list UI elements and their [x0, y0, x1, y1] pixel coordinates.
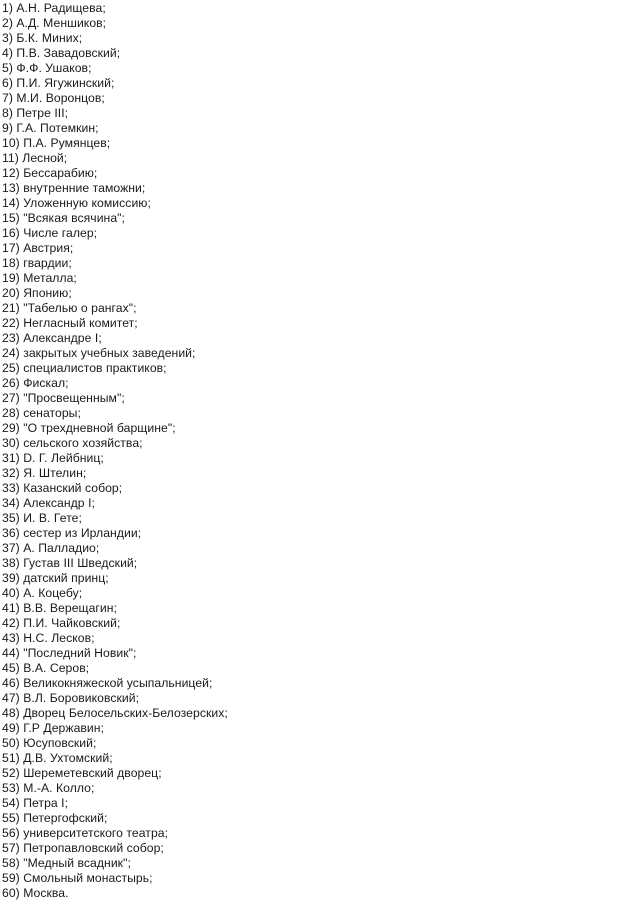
- answer-line: 57) Петропавловский собор;: [2, 841, 164, 855]
- answer-line: 22) Негласный комитет;: [2, 316, 138, 330]
- answer-line: 34) Александр I;: [2, 496, 95, 510]
- answer-line: 3) Б.К. Миних;: [2, 31, 83, 45]
- answer-line: 18) гвардии;: [2, 256, 72, 270]
- answer-line: 45) В.А. Серов;: [2, 661, 90, 675]
- answer-line: 29) "О трехдневной барщине";: [2, 421, 176, 435]
- answer-line: 55) Петергофский;: [2, 811, 108, 825]
- answer-line: 52) Шереметевский дворец;: [2, 766, 162, 780]
- answer-line: 28) сенаторы;: [2, 406, 81, 420]
- answer-line: 50) Юсуповский;: [2, 736, 97, 750]
- answer-line: 14) Уложенную комиссию;: [2, 196, 151, 210]
- answer-line: 10) П.А. Румянцев;: [2, 136, 111, 150]
- answer-line: 37) А. Палладио;: [2, 541, 100, 555]
- answer-line: 24) закрытых учебных заведений;: [2, 346, 196, 360]
- answer-line: 20) Японию;: [2, 286, 72, 300]
- answer-line: 9) Г.А. Потемкин;: [2, 121, 99, 135]
- answer-line: 58) "Медный всадник";: [2, 856, 131, 870]
- answer-line: 49) Г.Р Державин;: [2, 721, 105, 735]
- answer-line: 12) Бессарабию;: [2, 166, 98, 180]
- answer-line: 33) Казанский собор;: [2, 481, 123, 495]
- answer-list: [2, 1, 228, 901]
- answer-line: 48) Дворец Белосельских-Белозерских;: [2, 706, 228, 720]
- answer-line: 8) Петре III;: [2, 106, 69, 120]
- answer-line: 25) специалистов практиков;: [2, 361, 167, 375]
- answer-line: 39) датский принц;: [2, 571, 109, 585]
- answer-line: 54) Петра I;: [2, 796, 69, 810]
- answer-line: 36) сестер из Ирландии;: [2, 526, 142, 540]
- answer-line: 16) Числе галер;: [2, 226, 98, 240]
- answer-line: 6) П.И. Ягужинский;: [2, 76, 115, 90]
- answer-line: 42) П.И. Чайковский;: [2, 616, 121, 630]
- answer-line: 27) "Просвещенным";: [2, 391, 125, 405]
- answer-line: 15) "Всякая всячина";: [2, 211, 125, 225]
- answer-line: 44) "Последний Новик";: [2, 646, 137, 660]
- answer-line: 38) Густав III Шведский;: [2, 556, 138, 570]
- answer-line: 32) Я. Штелин;: [2, 466, 87, 480]
- answer-line: 4) П.В. Завадовский;: [2, 46, 121, 60]
- answer-line: 31) D. Г. Лейбниц;: [2, 451, 104, 465]
- answer-line: 1) А.Н. Радищева;: [2, 1, 106, 15]
- answer-line: 2) А.Д. Меншиков;: [2, 16, 107, 30]
- answer-line: 47) В.Л. Боровиковский;: [2, 691, 140, 705]
- answer-line: 19) Металла;: [2, 271, 77, 285]
- answer-line: 40) А. Коцебу;: [2, 586, 83, 600]
- answer-line: 23) Александре I;: [2, 331, 102, 345]
- answer-line: 41) В.В. Верещагин;: [2, 601, 118, 615]
- answer-line: 51) Д.В. Ухтомский;: [2, 751, 113, 765]
- answer-line: 30) сельского хозяйства;: [2, 436, 143, 450]
- answer-line: 26) Фискал;: [2, 376, 69, 390]
- answer-line: 7) М.И. Воронцов;: [2, 91, 105, 105]
- answer-line: 53) М.-А. Колло;: [2, 781, 95, 795]
- answer-line: 11) Лесной;: [2, 151, 68, 165]
- answer-line: 56) университетского театра;: [2, 826, 169, 840]
- answer-line: 5) Ф.Ф. Ушаков;: [2, 61, 92, 75]
- answer-line: 46) Великокняжеской усыпальницей;: [2, 676, 213, 690]
- answer-line: 35) И. В. Гете;: [2, 511, 82, 525]
- answer-line: 17) Австрия;: [2, 241, 74, 255]
- answer-line: 60) Москва.: [2, 886, 69, 900]
- answer-line: 13) внутренние таможни;: [2, 181, 146, 195]
- answer-line: 59) Смольный монастырь;: [2, 871, 153, 885]
- answer-line: 43) Н.С. Лесков;: [2, 631, 95, 645]
- answer-line: 21) "Табелью о рангах";: [2, 301, 137, 315]
